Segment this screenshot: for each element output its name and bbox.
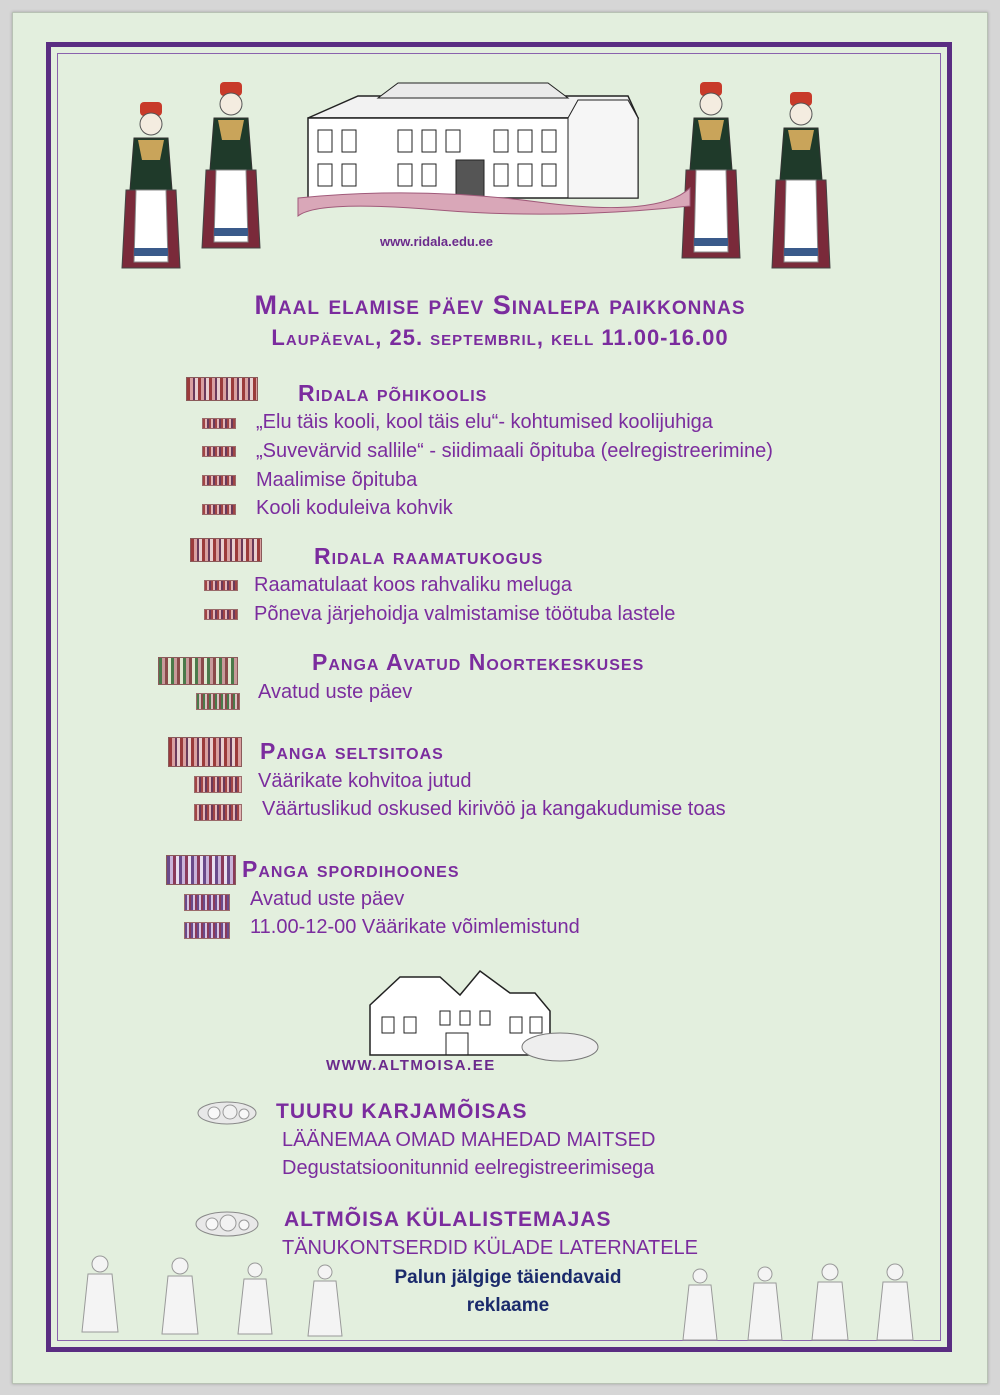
woven-band-pattern-icon	[166, 855, 236, 885]
bullet-icon	[202, 446, 236, 457]
page-subtitle: Laupäeval, 25. septembril, kell 11.00-16.00	[271, 325, 729, 350]
section-title-ridala-pohikool: Ridala põhikoolis	[298, 380, 488, 406]
footer-note-line2: reklaame	[466, 1295, 550, 1316]
page-title: Maal elamise päev Sinalepa paikkonnas	[254, 290, 746, 320]
bullet-icon	[204, 580, 238, 591]
stone-cluster-icon	[196, 1100, 258, 1126]
ridala-website[interactable]: www.ridala.edu.ee	[380, 234, 493, 249]
bullet-icon	[184, 922, 230, 939]
list-item: 11.00-12-00 Väärikate võimlemistund	[250, 916, 580, 938]
guesthouse-drawing-icon	[360, 965, 600, 1065]
woven-band-pattern-icon	[186, 377, 258, 401]
bullet-icon	[184, 894, 230, 911]
list-item: TÄNUKONTSERDID KÜLADE LATERNATELE	[282, 1237, 699, 1259]
list-item: Avatud uste päev	[258, 681, 413, 703]
section-title-panga-noortekeskus: Panga Avatud Noortekeskuses	[312, 649, 645, 675]
folk-dancers-right-icon	[670, 1258, 940, 1348]
list-item: Raamatulaat koos rahvaliku meluga	[254, 574, 572, 596]
section-title-tuuru: TUURU KARJAMÕISAS	[276, 1100, 528, 1123]
list-item: Kooli koduleiva kohvik	[256, 497, 453, 519]
list-item: Degustatsioonitunnid eelregistreerimisega	[282, 1157, 655, 1179]
list-item: Maalimise õpituba	[256, 469, 418, 491]
woven-band-pattern-icon	[158, 657, 238, 685]
woven-band-pattern-icon	[190, 538, 262, 562]
list-item: Avatud uste päev	[250, 888, 405, 910]
section-title-altmoisa: ALTMÕISA KÜLALISTEMAJAS	[284, 1208, 612, 1231]
bullet-icon	[202, 504, 236, 515]
footer-note	[358, 1264, 658, 1320]
section-title-panga-seltsituba: Panga seltsitoas	[260, 738, 444, 764]
list-item: Väärtuslikud oskused kirivöö ja kangakudumise toas	[262, 798, 726, 820]
list-item: „Suvevärvid sallile“ - siidimaali õpituba (eelregistreerimine)	[256, 440, 773, 462]
footer-note-line1: Palun jälgige täiendavaid	[394, 1267, 622, 1288]
list-item: Põneva järjehoidja valmistamise töötuba lastele	[254, 603, 676, 625]
folk-dancers-left-icon	[70, 1252, 370, 1342]
folk-costume-women-right-icon	[680, 80, 850, 280]
bullet-icon	[202, 475, 236, 486]
manor-house-drawing-icon	[298, 78, 690, 228]
altmoisa-website[interactable]: WWW.ALTMOISA.EE	[326, 1057, 496, 1074]
bullet-icon	[204, 609, 238, 620]
bullet-icon	[202, 418, 236, 429]
bullet-icon	[194, 804, 242, 821]
list-item: „Elu täis kooli, kool täis elu“- kohtumised koolijuhiga	[256, 411, 713, 433]
stone-cluster-icon	[194, 1210, 260, 1238]
list-item: LÄÄNEMAA OMAD MAHEDAD MAITSED	[282, 1129, 656, 1151]
list-item: Väärikate kohvitoa jutud	[258, 770, 472, 792]
bullet-icon	[194, 776, 242, 793]
bullet-icon	[196, 693, 240, 710]
section-title-panga-spordihoone: Panga spordihoones	[242, 856, 460, 882]
woven-band-pattern-icon	[168, 737, 242, 767]
folk-costume-women-left-icon	[120, 100, 280, 285]
section-title-ridala-raamatukogu: Ridala raamatukogus	[314, 543, 544, 569]
